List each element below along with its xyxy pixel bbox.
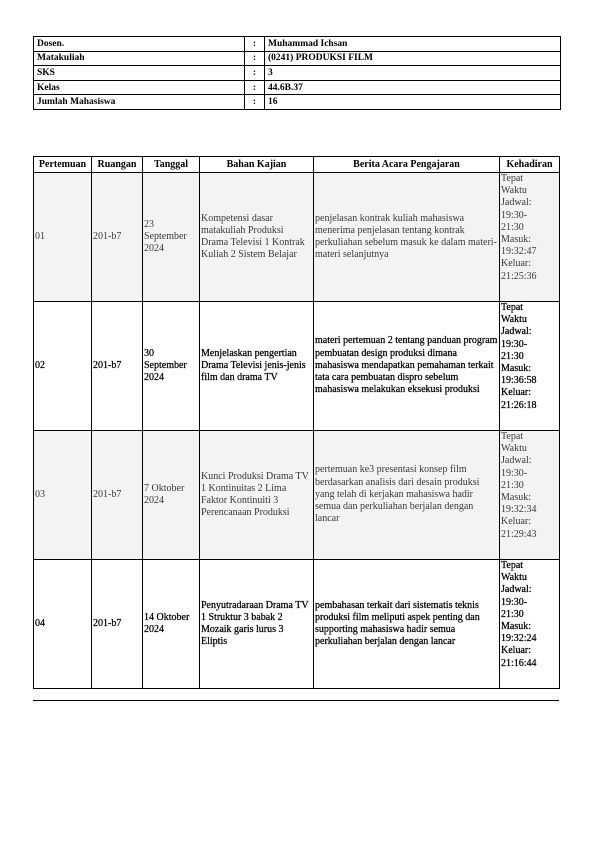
header-ruangan: Ruangan (92, 157, 143, 173)
header-berita-acara: Berita Acara Pengajaran (314, 157, 500, 173)
cell-pertemuan: 01 (34, 173, 92, 302)
info-label: Dosen. (34, 37, 245, 52)
cell-kehadiran (500, 560, 560, 689)
kehadiran-line: Masuk: (501, 234, 531, 246)
cell-tanggal: 7 Oktober 2024 (143, 431, 200, 560)
info-separator: : (245, 80, 265, 95)
cell-tanggal: 23 September 2024 (143, 173, 200, 302)
cell-bahan-kajian: Kunci Produksi Drama TV 1 Kontinuitas 2 Lima Faktor Kontinuiti 3 Perencanaan Produksi (200, 431, 314, 560)
cell-ruangan: 201-b7 (92, 173, 143, 302)
cell-pertemuan: 03 (34, 431, 92, 560)
info-row (34, 66, 561, 81)
kehadiran-line: 21:30 (501, 350, 524, 362)
cell-ruangan: 201-b7 (92, 560, 143, 689)
kehadiran-line: 21:26:18 (501, 399, 537, 411)
info-value: (0241) PRODUKSI FILM (265, 51, 561, 66)
info-row (34, 95, 561, 110)
attendance-table (33, 156, 560, 689)
kehadiran-line: 21:30 (501, 608, 524, 620)
kehadiran-line: Tepat (501, 173, 524, 184)
info-separator: : (245, 37, 265, 52)
info-label: Jumlah Mahasiswa (34, 95, 245, 110)
kehadiran-line: Masuk: (501, 492, 531, 504)
kehadiran-line: Waktu (501, 572, 527, 584)
kehadiran-line: Keluar: (501, 258, 531, 270)
info-separator: : (245, 66, 265, 81)
info-label: Kelas (34, 80, 245, 95)
kehadiran-line: Tepat (501, 431, 524, 442)
kehadiran-line: Masuk: (501, 621, 531, 633)
kehadiran-line: 21:25:36 (501, 270, 537, 282)
info-row (34, 51, 561, 66)
info-row (34, 37, 561, 52)
kehadiran-line: 19:32:24 (501, 633, 537, 645)
table-row (34, 431, 560, 560)
cell-kehadiran (500, 431, 560, 560)
kehadiran-line: Masuk: (501, 363, 531, 375)
kehadiran-line: 19:30- (501, 338, 528, 350)
cell-bahan-kajian: Penyutradaraan Drama TV 1 Struktur 3 babak 2 Mozaik garis lurus 3 Eliptis (200, 560, 314, 689)
kehadiran-line: Jadwal: (501, 326, 532, 338)
kehadiran-line: 21:16:44 (501, 657, 537, 669)
header-kehadiran: Kehadiran (500, 157, 560, 173)
kehadiran-line: 19:32:34 (501, 504, 537, 516)
kehadiran-line: Jadwal: (501, 455, 532, 467)
kehadiran-line: 19:36:58 (501, 375, 537, 387)
kehadiran-line: Tepat (501, 302, 524, 313)
cell-tanggal: 14 Oktober 2024 (143, 560, 200, 689)
header-pertemuan: Pertemuan (34, 157, 92, 173)
course-info-table (33, 36, 561, 110)
kehadiran-line: 21:30 (501, 221, 524, 233)
cell-ruangan: 201-b7 (92, 302, 143, 431)
kehadiran-line: 21:30 (501, 479, 524, 491)
cell-kehadiran (500, 173, 560, 302)
kehadiran-line: 19:32:47 (501, 246, 537, 258)
info-label: SKS (34, 66, 245, 81)
kehadiran-line: Keluar: (501, 645, 531, 657)
kehadiran-line: Tepat (501, 560, 524, 571)
cell-berita-acara: materi pertemuan 2 tentang panduan program pembuatan design produksi dimana mahasiswa mendapatkan pemahaman terkait tata cara pembuatan dispro sebelum mahasiswa melakukan eksekusi produksi (314, 302, 500, 431)
kehadiran-line: Jadwal: (501, 584, 532, 596)
kehadiran-line: Waktu (501, 314, 527, 326)
info-value: 44.6B.37 (265, 80, 561, 95)
header-bahan-kajian: Bahan Kajian (200, 157, 314, 173)
cell-kehadiran (500, 302, 560, 431)
kehadiran-line: Jadwal: (501, 197, 532, 209)
header-tanggal: Tanggal (143, 157, 200, 173)
cell-pertemuan: 04 (34, 560, 92, 689)
kehadiran-line: Keluar: (501, 387, 531, 399)
kehadiran-line: Waktu (501, 185, 527, 197)
cell-ruangan: 201-b7 (92, 431, 143, 560)
cell-tanggal: 30 September 2024 (143, 302, 200, 431)
kehadiran-line: Keluar: (501, 516, 531, 528)
info-row (34, 80, 561, 95)
table-header-row (34, 157, 560, 173)
info-label: Matakuliah (34, 51, 245, 66)
cell-berita-acara: pertemuan ke3 presentasi konsep film berdasarkan analisis dari desain produksi yang telah di kerjakan mahasiswa hadir semua dan perkuliahan berjalan dengan lancar (314, 431, 500, 560)
kehadiran-line: 21:29:43 (501, 528, 537, 540)
table-bottom-rule (33, 700, 559, 701)
kehadiran-line: Waktu (501, 443, 527, 455)
info-separator: : (245, 95, 265, 110)
kehadiran-line: 19:30- (501, 596, 528, 608)
table-row (34, 302, 560, 431)
table-row (34, 560, 560, 689)
cell-berita-acara: penjelasan kontrak kuliah mahasiswa menerima penjelasan tentang kontrak perkuliahan sebelum masuk ke dalam materi-materi selanjutnya (314, 173, 500, 302)
info-value: Muhammad Ichsan (265, 37, 561, 52)
cell-berita-acara: pembahasan terkait dari sistematis teknis produksi film meliputi aspek penting dan supporting mahasiswa hadir semua perkuliahan berjalan dengan lancar (314, 560, 500, 689)
kehadiran-line: 19:30- (501, 209, 528, 221)
cell-bahan-kajian: Menjelaskan pengertian Drama Televisi jenis-jenis film dan drama TV (200, 302, 314, 431)
cell-bahan-kajian: Kompetensi dasar matakuliah Produksi Drama Televisi 1 Kontrak Kuliah 2 Sistem Belajar (200, 173, 314, 302)
table-row (34, 173, 560, 302)
info-value: 3 (265, 66, 561, 81)
cell-pertemuan: 02 (34, 302, 92, 431)
info-separator: : (245, 51, 265, 66)
kehadiran-line: 19:30- (501, 467, 528, 479)
info-value: 16 (265, 95, 561, 110)
